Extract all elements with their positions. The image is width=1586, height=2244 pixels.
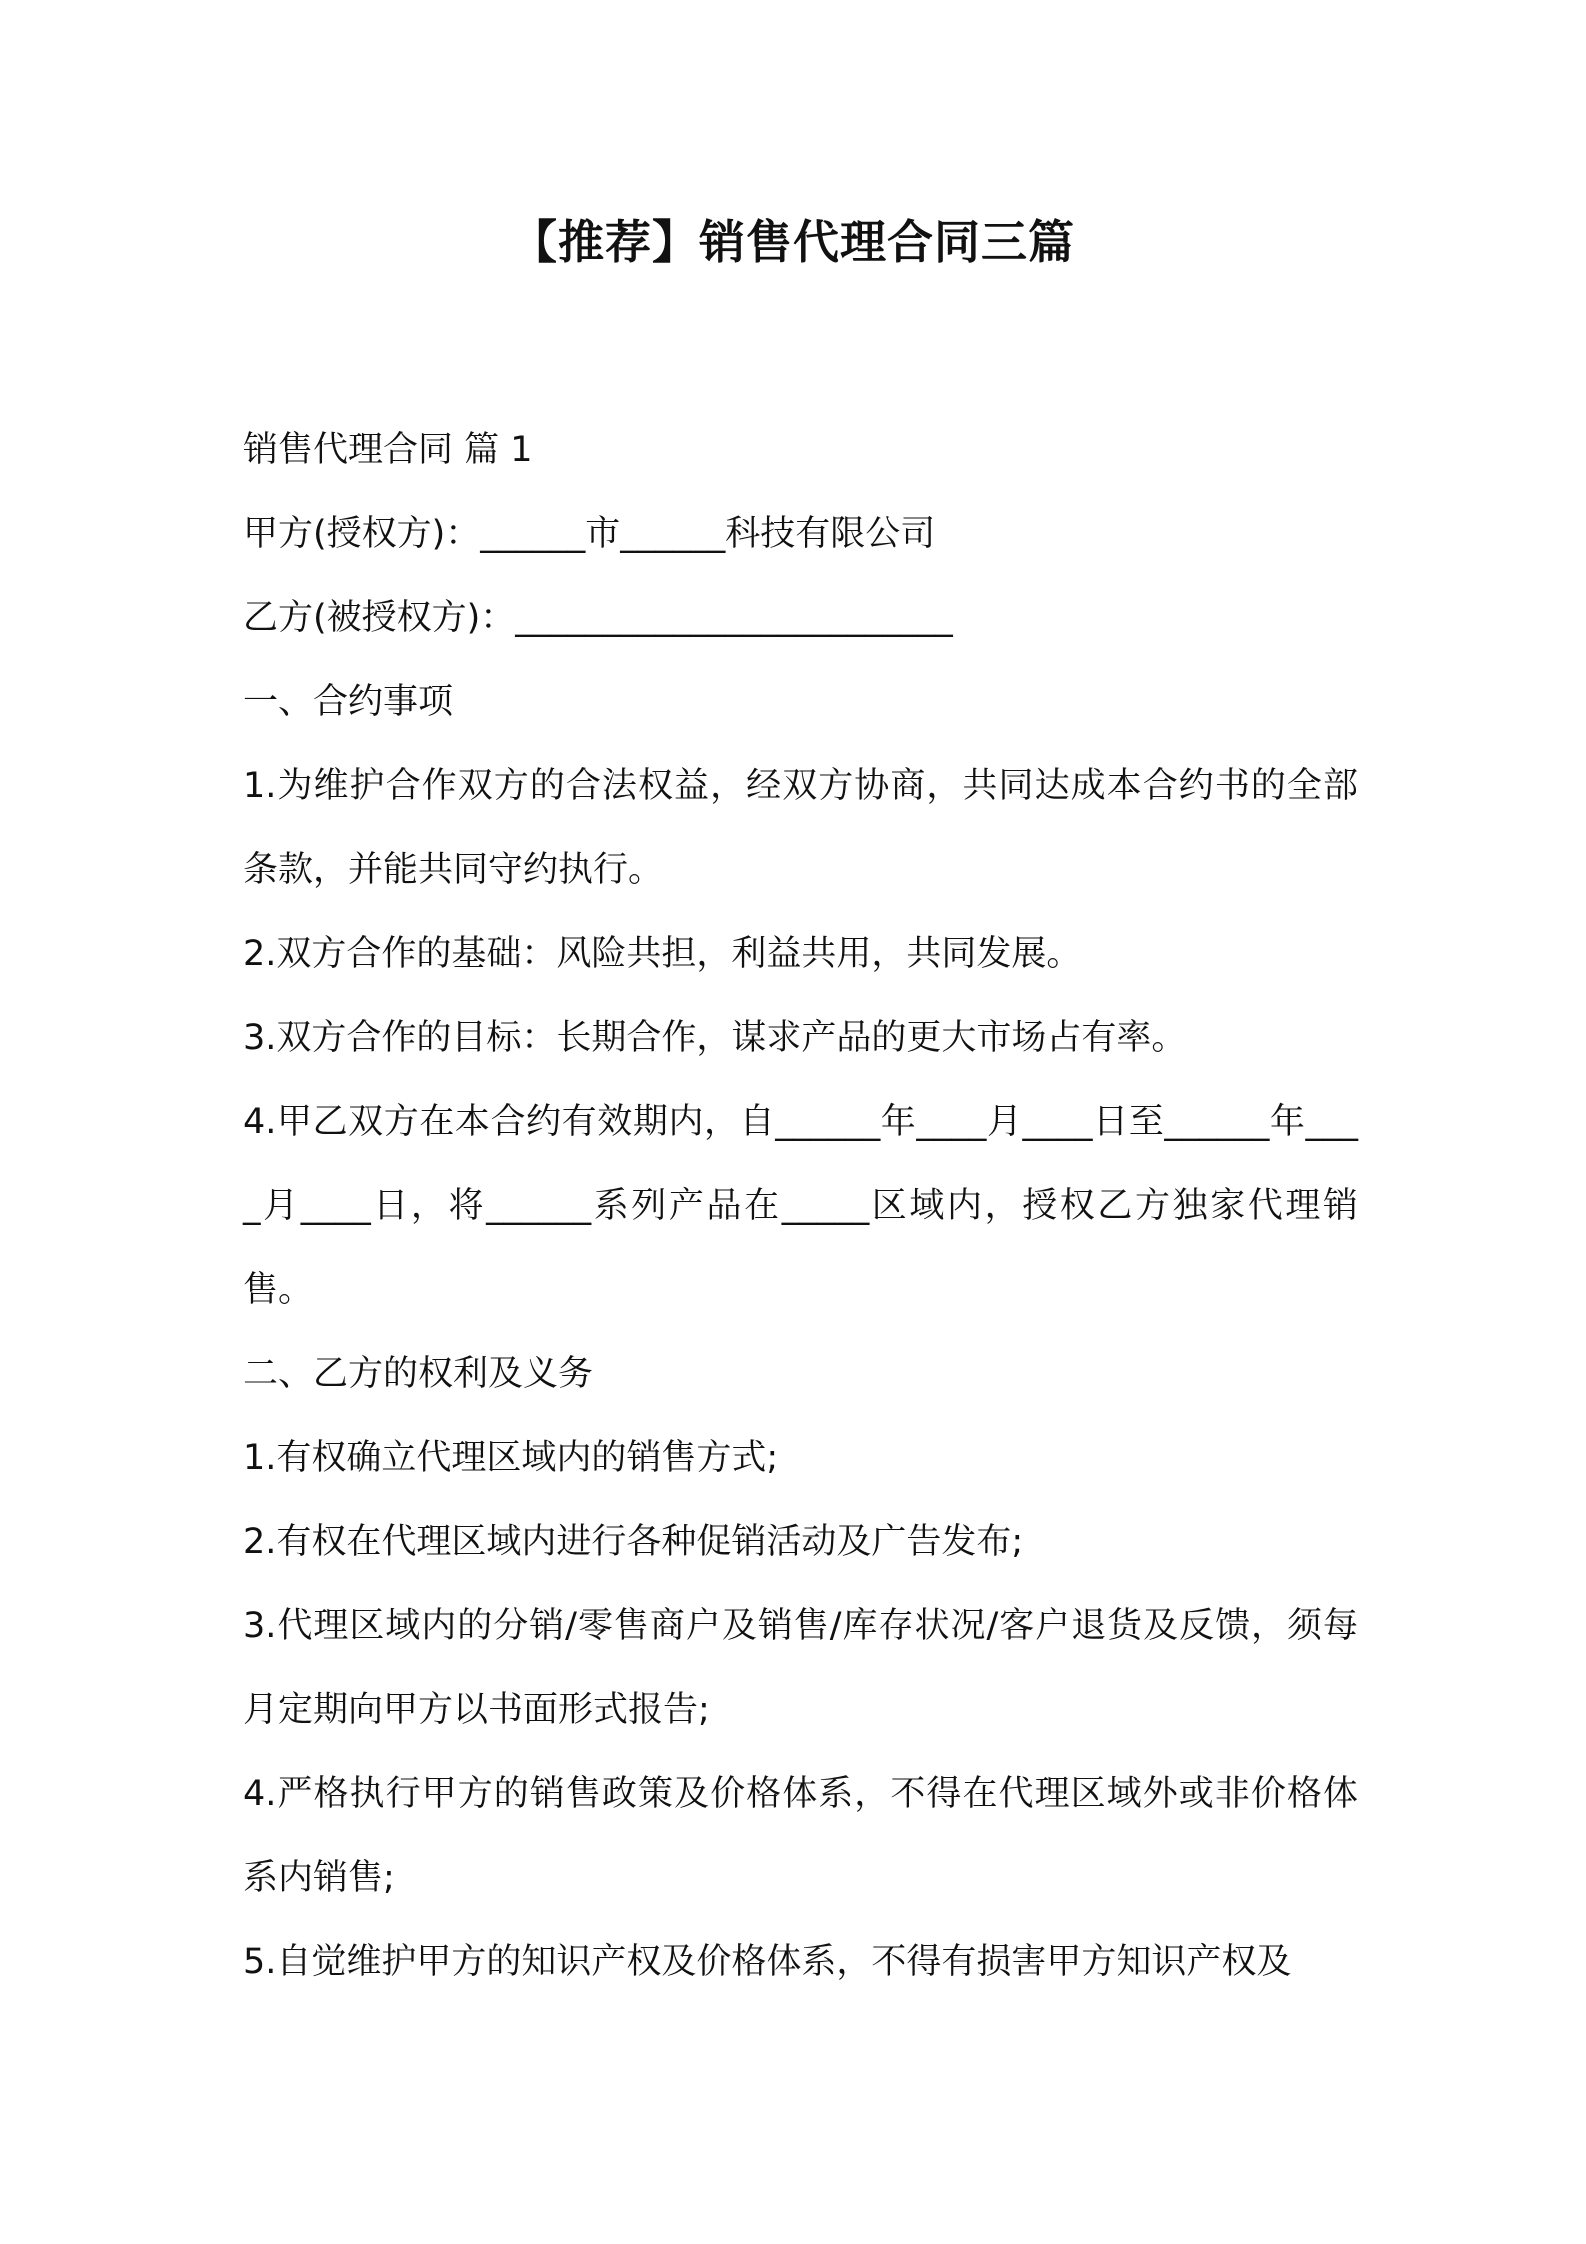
section-heading-1: 一、合约事项 [243,682,454,722]
document-title: 【推荐】销售代理合同三篇 [511,215,1075,269]
party-b-line: 乙方(被授权方)：_________________________ [243,598,953,638]
clause-1-2: 2.双方合作的基础：风险共担，利益共用，共同发展。 [243,934,1082,974]
clause-1-3: 3.双方合作的目标：长期合作，谋求产品的更大市场占有率。 [243,1018,1187,1058]
clause-2-3: 3.代理区域内的分销/零售商户及销售/库存状况/客户退货及反馈，须每月定期向甲方以书面形式报告; [243,1606,1358,1730]
clause-2-4: 4.严格执行甲方的销售政策及价格体系，不得在代理区域外或非价格体系内销售; [243,1774,1358,1898]
clause-1-1: 1.为维护合作双方的合法权益，经双方协商，共同达成本合约书的全部条款，并能共同守约执行。 [243,766,1358,890]
clause-1-4: 4.甲乙双方在本合约有效期内，自______年____月____日至______年____月____日，将______系列产品在_____区域内，授权乙方独家代理销售。 [243,1102,1358,1310]
document-body [243,408,1358,2004]
clause-2-1: 1.有权确立代理区域内的销售方式; [243,1438,779,1478]
contract-heading: 销售代理合同 篇 1 [243,430,533,470]
clause-2-2: 2.有权在代理区域内进行各种促销活动及广告发布; [243,1522,1024,1562]
clause-2-5: 5.自觉维护甲方的知识产权及价格体系，不得有损害甲方知识产权及 [243,1942,1292,1982]
party-a-line: 甲方(授权方)：______市______科技有限公司 [243,514,936,554]
section-heading-2: 二、乙方的权利及义务 [243,1354,594,1394]
